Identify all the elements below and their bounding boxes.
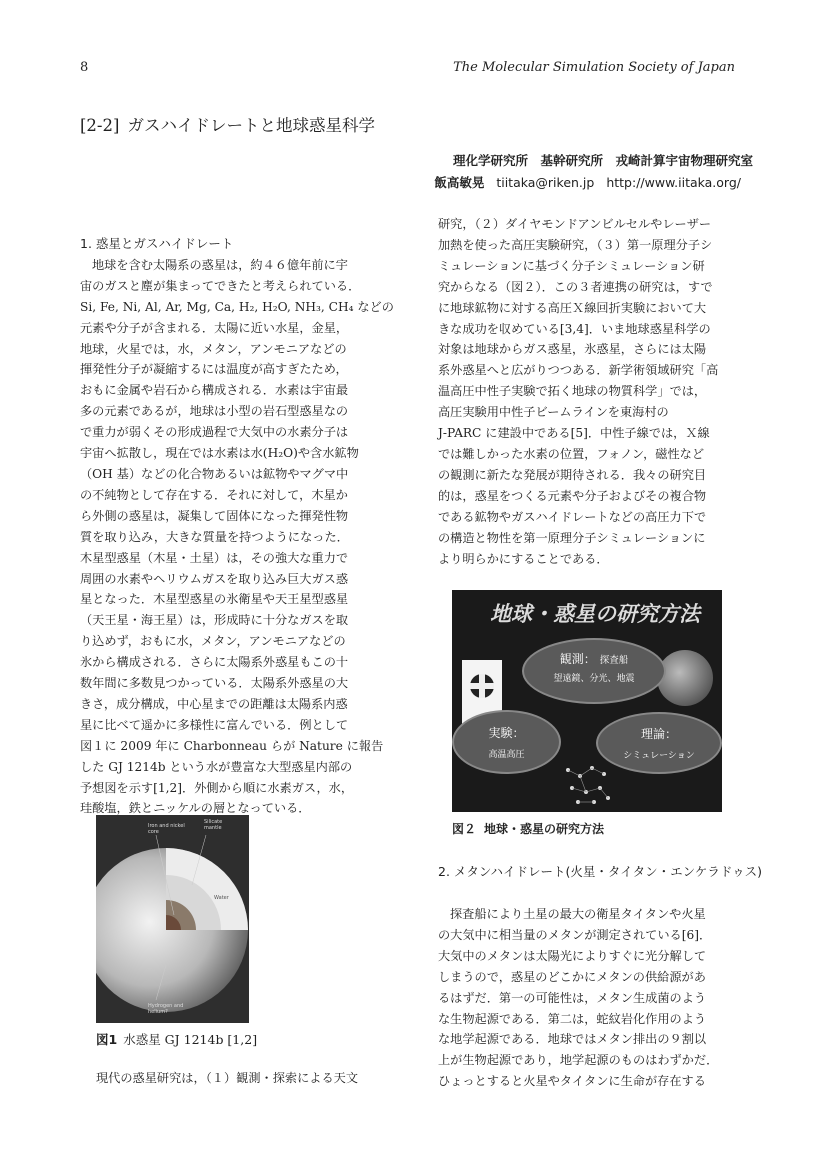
author-name: 飯高敏晃 (434, 175, 485, 190)
section-1-body (80, 255, 394, 819)
text-line: 究からなる（図２）．この３者連携の研究は，すで (438, 279, 713, 294)
author-line (434, 173, 741, 191)
figure-1-label-water: Water (214, 895, 229, 901)
text-line: 大気中のメタンは太陽光によりすぐに光分解して (438, 948, 707, 963)
theory-sub: シミュレーション (623, 751, 695, 761)
text-line: 宇宙へ拡散し，現在では水素は水(H₂O)や含水鉱物 (80, 446, 359, 461)
text-line: の不純物として存在する．それに対して，木星か (80, 487, 348, 502)
figure-2-caption (452, 820, 604, 837)
article-title (80, 112, 375, 136)
figure-1-label-core: Iron and nickel core (148, 823, 185, 835)
section-1-title: 1. 惑星とガスハイドレート (80, 236, 234, 251)
molecule-image (560, 762, 615, 807)
figure-1-caption (96, 1030, 257, 1048)
figure-2-caption-text: 地球・惑星の研究方法 (484, 822, 605, 836)
text-line: の構造と物性を第一原理分子シミュレーションに (438, 530, 706, 545)
observation-ellipse (522, 638, 666, 704)
planet-photo (657, 650, 713, 706)
text-line: 宙のガスと塵が集まってできたと考えられている． (80, 278, 361, 293)
section-1-last-line: 現代の惑星研究は，（１）観測・探索による天文 (96, 1071, 359, 1085)
figure-2-label: 図２ (452, 822, 477, 836)
experiment-title: 実験： (488, 726, 525, 740)
figure-1-caption-text: 水惑星 GJ 1214b [1,2] (123, 1032, 258, 1047)
text-line: 氷から構成される．さらに太陽系外惑星もこの十 (80, 655, 349, 670)
text-line: 高圧実験用中性子ビームラインを東海村の (438, 405, 669, 420)
text-line: り込めず，おもに水，メタン，アンモニアなどの (80, 634, 346, 649)
slide-title: 地球・惑星の研究方法 (490, 602, 700, 626)
text-line: しまうので，惑星のどこかにメタンの供給源があ (438, 969, 706, 984)
text-line: 研究，（２）ダイヤモンドアンビルセルやレーザー (438, 217, 712, 231)
figure-1-image (96, 815, 249, 1023)
observation-sub1: 探査船 (599, 655, 629, 666)
text-line: 星に比べて遥かに多様性に富んでいる．例として (80, 717, 349, 732)
section-2-body (438, 904, 750, 1092)
journal-name: The Molecular Simulation Society of Japan (453, 60, 735, 75)
figure-2-slide (452, 590, 722, 812)
text-line: 探査船により土星の最大の衛星タイタンや火星 (450, 907, 706, 921)
text-line: では難しかった水素の位置，フォノン，磁性など (438, 446, 705, 461)
text-line: ミュレーションに基づく分子シミュレーション研 (438, 258, 705, 273)
page-number: 8 (80, 60, 89, 75)
observation-sub2: 望遠鏡、分光、地震 (553, 674, 635, 684)
text-line: きな成功を収めている[3,4]．いま地球惑星科学の (438, 321, 711, 336)
article-code: [2-2] (80, 116, 120, 135)
text-line: 揮発性分子が凝縮するには温度が高すぎたため， (80, 362, 348, 377)
text-line: 木星型惑星（木星・土星）は，その強大な重力で (80, 550, 349, 565)
text-line: （天王星・海王星）は，形成時に十分なガスを取 (80, 613, 349, 628)
text-line: に地球鉱物に対する高圧Ｘ線回折実験において大 (438, 300, 707, 315)
text-line: るはずだ．第一の可能性は，メタン生成菌のよう (438, 990, 707, 1005)
text-line: 的は，惑星をつくる元素や分子およびその複合物 (438, 488, 707, 503)
article-title-text: ガスハイドレートと地球惑星科学 (127, 116, 375, 135)
figure-1-label: 図1 (96, 1032, 118, 1047)
text-line: 地球を含む太陽系の惑星は，約４６億年前に宇 (92, 257, 348, 272)
text-line: きさ，成分構成，中心星までの距離は太陽系内惑 (80, 696, 348, 711)
text-line: ら外側の惑星は，凝集して固体になった揮発性物 (80, 508, 349, 523)
section-1 (80, 234, 394, 819)
right-column-body (438, 214, 750, 569)
text-line: な地学起源である．地球ではメタン排出の９割以 (438, 1032, 707, 1047)
observation-title: 観測： (559, 652, 596, 666)
text-line: 珪酸塩，鉄とニッケルの層となっている． (80, 801, 311, 816)
text-line: 上が生物起源であり，地学起源のものはわずかだ． (438, 1053, 719, 1068)
text-line: 地球，火星では，水，メタン，アンモニアなどの (80, 341, 347, 356)
text-line: 元素や分子が含まれる．太陽に近い水星，金星， (80, 320, 349, 335)
theory-title: 理論： (640, 727, 677, 741)
text-line: 多の元素であるが，地球は小型の岩石型惑星なの (80, 404, 349, 419)
text-line: 図１に 2009 年に Charbonneau らが Nature に報告 (80, 738, 384, 753)
text-line: 質を取り込み，大きな質量を持つようになった． (80, 529, 349, 544)
figure-1-label-hydrogen: Hydrogen and helium? (148, 1003, 184, 1015)
text-line: 星となった．木星型惑星の氷衛星や天王星型惑星 (80, 592, 349, 607)
text-line: である鉱物やガスハイドレートなどの高圧力下で (438, 509, 707, 524)
text-line: で重力が弱くその形成過程で大気中の水素分子は (80, 425, 349, 440)
text-line: 温高圧中性子実験で拓く地球の物質科学」では， (438, 384, 707, 399)
author-email[interactable]: tiitaka@riken.jp (496, 175, 595, 190)
text-line: 系外惑星へと広がりつつある．新学術領域研究「高 (438, 363, 719, 378)
author-url[interactable]: http://www.iitaka.org/ (606, 175, 741, 190)
text-line: ひょっとすると火星やタイタンに生命が存在する (438, 1074, 706, 1089)
text-line: J-PARC に建設中である[5]．中性子線では，Ｘ線 (438, 426, 710, 441)
figure-1-label-mantle: Silicate mantle (204, 819, 223, 831)
text-line: おもに金属や岩石から構成される．水素は宇宙最 (80, 383, 349, 398)
section-2-title: 2. メタンハイドレート(火星・タイタン・エンケラドゥス) (438, 864, 762, 879)
text-line: 加熱を使った高圧実験研究，（３）第一原理分子シ (438, 237, 713, 252)
text-line: の観測に新たな発展が期待される．我々の研究目 (438, 467, 707, 482)
text-line: な生物起源である．第二は，蛇紋岩化作用のよう (438, 1011, 707, 1026)
text-line: した GJ 1214b という水が豊富な大型惑星内部の (80, 759, 353, 774)
text-line: 対象は地球からガス惑星，氷惑星，さらには太陽 (438, 342, 707, 357)
text-line: 数年間に多数見つかっている．太陽系外惑星の大 (80, 676, 349, 691)
text-line: （OH 基）などの化合物あるいは鉱物やマグマ中 (80, 466, 349, 481)
text-line: Si, Fe, Ni, Al, Ar, Mg, Ca, H₂, H₂O, NH₃, CH₄ などの (80, 299, 394, 314)
text-line: 予想図を示す[1,2]．外側から順に水素ガス，水， (80, 780, 354, 795)
experiment-ellipse (452, 710, 561, 774)
affiliation: 理化学研究所 基幹研究所 戎崎計算宇宙物理研究室 (452, 153, 753, 168)
experiment-sub: 高温高圧 (488, 750, 525, 760)
text-line: 周囲の水素やヘリウムガスを取り込み巨大ガス惑 (80, 571, 349, 586)
text-line: の大気中に相当量のメタンが測定されている[6]． (438, 927, 712, 942)
text-line: より明らかにすることである． (438, 551, 609, 566)
